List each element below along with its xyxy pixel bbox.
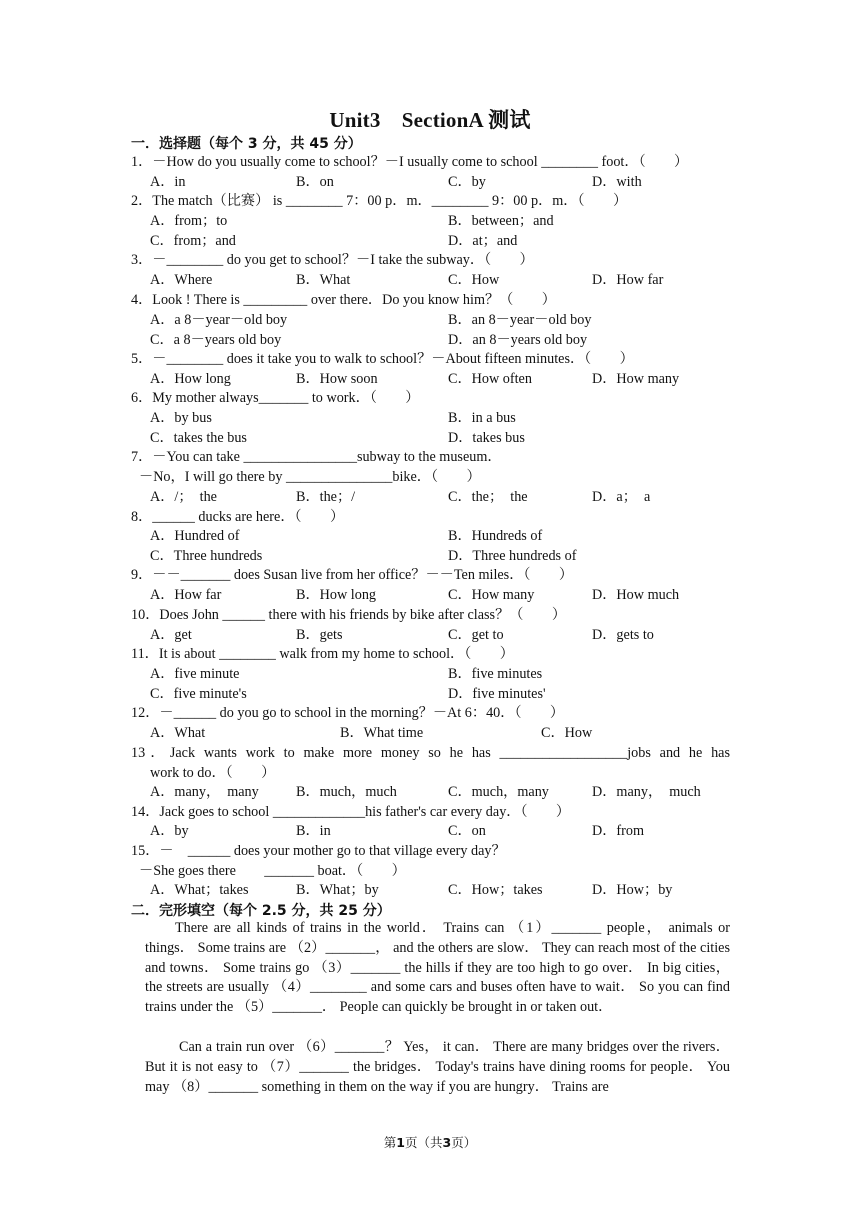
question-10-option-d: D．gets to	[592, 627, 654, 643]
question-13-text: 13．Jack wants work to make more money so he has __________________jobs and he has	[131, 745, 730, 761]
question-8-option-c: C．Three hundreds	[150, 548, 263, 564]
question-14-option-c: C．on	[448, 823, 486, 839]
question-11-option-a: A．five minute	[150, 666, 240, 682]
question-9-option-a: A．How far	[150, 587, 222, 603]
question-14-text: 14．Jack goes to school _____________his father's car every day．（ ）	[131, 804, 571, 820]
question-6-option-c: C．takes the bus	[150, 430, 247, 446]
question-4-option-d: D．an 8－years old boy	[448, 332, 588, 348]
cloze-paragraph-1: There are all kinds of trains in the world． Trains can （1）_______ people， animals or things． Some trains are （2）_______， and the others are slow． They can reach most of the cities and towns． Some trains go （3）_______ the hills if they are too high to go over． In big cities， the streets are usually （4）________ and some cars and buses often have to wait． So you can find trains under the （5）_______． People can quickly be brought in or taken out．	[145, 920, 730, 1016]
section-heading-cloze: 二．完形填空（每个 2.5 分，共 25 分）	[131, 903, 391, 919]
question-1-option-d: D．with	[592, 174, 642, 190]
question-9-option-d: D．How much	[592, 587, 680, 603]
section-heading-multiple-choice: 一．选择题（每个 3 分，共 45 分）	[131, 136, 362, 152]
question-7-text: －No，I will go there by _______________bike．（ ）	[139, 469, 481, 485]
question-5-option-a: A．How long	[150, 371, 231, 387]
question-10-text: 10．Does John ______ there with his friends by bike after class？（ ）	[131, 607, 567, 623]
question-8-option-a: A．Hundred of	[150, 528, 240, 544]
question-4-option-b: B．an 8－year－old boy	[448, 312, 592, 328]
question-3-text: 3．－________ do you get to school？－I take the subway．（ ）	[131, 252, 534, 268]
question-8-option-b: B．Hundreds of	[448, 528, 543, 544]
question-15-option-a: A．What；takes	[150, 882, 249, 898]
question-10-option-a: A．get	[150, 627, 192, 643]
question-7-option-d: D．a； a	[592, 489, 651, 505]
question-15-option-d: D．How；by	[592, 882, 673, 898]
question-4-option-c: C．a 8－years old boy	[150, 332, 282, 348]
question-12-option-c: C．How	[541, 725, 593, 741]
question-9-option-b: B．How long	[296, 587, 377, 603]
question-5-option-c: C．How often	[448, 371, 532, 387]
question-7-option-a: A．/； the	[150, 489, 217, 505]
question-13-text: work to do．（ ）	[150, 765, 276, 781]
question-4-text: 4．Look ! There is _________ over there．Do you know him？（ ）	[131, 292, 556, 308]
question-15-text: 15．－ ______ does your mother go to that village every day？	[131, 843, 506, 859]
question-13-option-c: C．much，many	[448, 784, 549, 800]
question-11-option-b: B．five minutes	[448, 666, 543, 682]
question-2-option-b: B．between；and	[448, 213, 554, 229]
question-8-option-d: D．Three hundreds of	[448, 548, 577, 564]
question-13-option-a: A．many， many	[150, 784, 259, 800]
question-12-text: 12．－______ do you go to school in the morning？－At 6：40．（ ）	[131, 705, 565, 721]
question-9-text: 9．－－_______ does Susan live from her office？－－Ten miles．（ ）	[131, 567, 574, 583]
question-2-option-a: A．from；to	[150, 213, 228, 229]
question-11-text: 11．It is about ________ walk from my home to school．（ ）	[131, 646, 514, 662]
question-14-option-b: B．in	[296, 823, 331, 839]
question-15-text: －She goes there _______ boat．（ ）	[139, 863, 406, 879]
question-14-option-a: A．by	[150, 823, 189, 839]
question-12-option-a: A．What	[150, 725, 206, 741]
question-3-option-a: A．Where	[150, 272, 213, 288]
page-title: Unit3 SectionA 测试	[329, 108, 531, 132]
question-3-option-b: B．What	[296, 272, 351, 288]
question-10-option-b: B．gets	[296, 627, 343, 643]
question-6-option-b: B．in a bus	[448, 410, 516, 426]
question-6-text: 6．My mother always_______ to work．（ ）	[131, 390, 420, 406]
question-14-option-d: D．from	[592, 823, 645, 839]
question-5-text: 5．－________ does it take you to walk to school？－About fifteen minutes．（ ）	[131, 351, 634, 367]
question-5-option-b: B．How soon	[296, 371, 378, 387]
question-1-option-c: C．by	[448, 174, 486, 190]
question-4-option-a: A．a 8－year－old boy	[150, 312, 288, 328]
question-15-option-b: B．What；by	[296, 882, 379, 898]
question-13-option-d: D．many， much	[592, 784, 701, 800]
question-3-option-c: C．How	[448, 272, 500, 288]
cloze-paragraph-2: Can a train run over （6）_______？ Yes， it can． There are many bridges over the rivers． But it is not easy to （7）_______ the bridges． Today's trains have dining rooms for people． You may （8）_______ something in them on the way if you are hungry． Trains are	[145, 1039, 730, 1095]
page-footer: 第1页（共3页）	[383, 1135, 477, 1150]
question-15-option-c: C．How；takes	[448, 882, 543, 898]
question-2-option-c: C．from；and	[150, 233, 236, 249]
question-12-option-b: B．What time	[340, 725, 424, 741]
question-2-option-d: D．at；and	[448, 233, 518, 249]
question-1-option-a: A．in	[150, 174, 186, 190]
question-2-text: 2．The match（比赛） is ________ 7：00 p．m．________ 9：00 p．m．（ ）	[131, 193, 628, 209]
question-7-option-c: C．the； the	[448, 489, 528, 505]
question-11-option-c: C．five minute's	[150, 686, 247, 702]
question-1-option-b: B．on	[296, 174, 334, 190]
question-9-option-c: C．How many	[448, 587, 535, 603]
question-7-text: 7．－You can take ________________subway to the museum．	[131, 449, 502, 465]
question-7-option-b: B．the；/	[296, 489, 356, 505]
question-8-text: 8．______ ducks are here．（ ）	[131, 509, 345, 525]
question-11-option-d: D．five minutes'	[448, 686, 546, 702]
question-10-option-c: C．get to	[448, 627, 504, 643]
question-3-option-d: D．How far	[592, 272, 664, 288]
question-1-text: 1．－How do you usually come to school？－I usually come to school ________ foot．（ ）	[131, 154, 689, 170]
question-13-option-b: B．much，much	[296, 784, 397, 800]
question-6-option-a: A．by bus	[150, 410, 212, 426]
question-6-option-d: D．takes bus	[448, 430, 525, 446]
question-5-option-d: D．How many	[592, 371, 680, 387]
